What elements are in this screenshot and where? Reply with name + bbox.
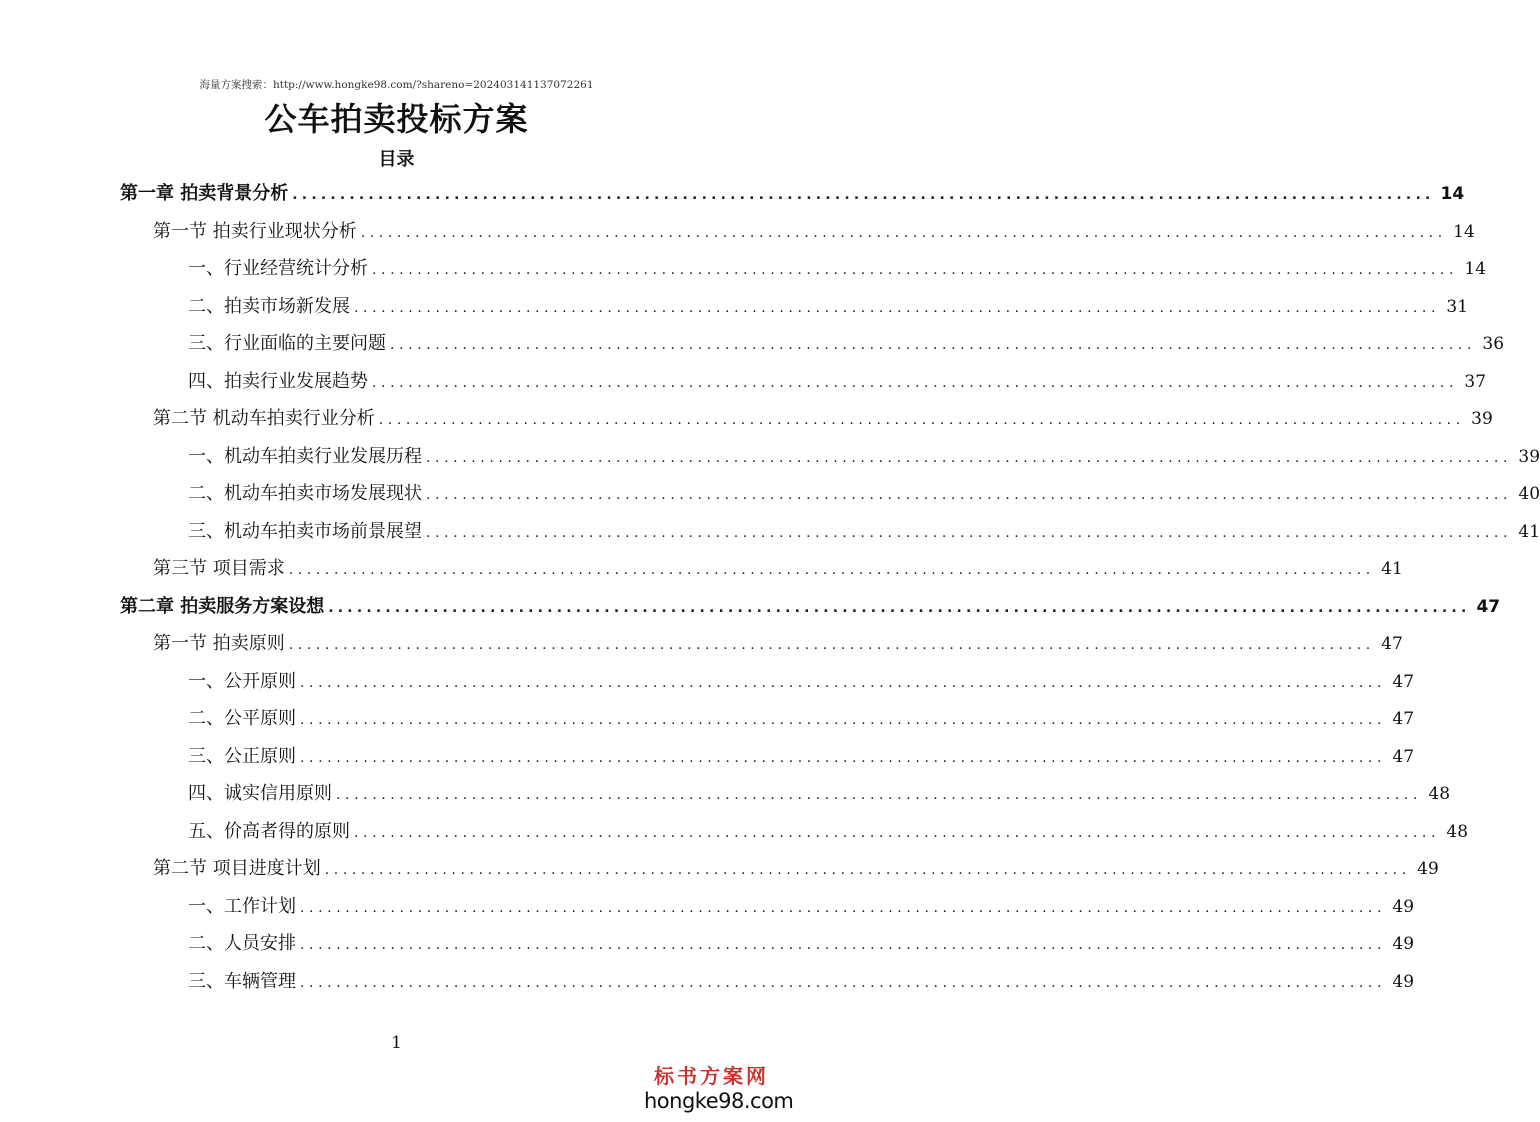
toc-leader-dots: ........................................................................................................................: [328, 599, 1471, 616]
toc-entry-page-number: 31: [1446, 296, 1469, 317]
toc-entry-label: 第二节 机动车拍卖行业分析: [153, 408, 375, 429]
toc-entry-label: 一、工作计划: [188, 895, 296, 917]
toc-entry-label: 三、机动车拍卖市场前景展望: [188, 520, 422, 542]
toc-leader-dots: ........................................................................................................................: [354, 299, 1441, 316]
toc-entry-page-number: 47: [1392, 746, 1415, 767]
toc-entry-label: 第三节 项目需求: [153, 558, 285, 579]
toc-entry-page-number: 49: [1392, 934, 1415, 954]
toc-leader-dots: ........................................................................................................................: [426, 449, 1513, 466]
toc-entry-label: 二、拍卖市场新发展: [188, 295, 350, 317]
toc-entry-label: 第一节 拍卖原则: [153, 633, 285, 654]
toc-entry-page-number: 48: [1446, 821, 1469, 842]
toc-entry-label: 三、车辆管理: [188, 970, 296, 992]
toc-entry-item[interactable]: [188, 700, 1415, 730]
toc-leader-dots: ........................................................................................................................: [426, 487, 1513, 503]
toc-entry-item[interactable]: [188, 438, 1540, 468]
toc-entry-page-number: 47: [1381, 634, 1403, 654]
toc-entry-page-number: 14: [1464, 259, 1487, 279]
toc-entry-item[interactable]: [188, 475, 1540, 505]
toc-leader-dots: ........................................................................................................................: [372, 262, 1459, 278]
toc-entry-item[interactable]: [188, 663, 1415, 693]
toc-entry-item[interactable]: [188, 813, 1469, 843]
toc-entry-item[interactable]: [188, 888, 1415, 918]
toc-entry-item[interactable]: [188, 250, 1487, 280]
toc-entry-section[interactable]: [153, 850, 1439, 880]
toc-entry-page-number: 47: [1476, 596, 1501, 617]
toc-entry-page-number: 39: [1471, 409, 1493, 429]
toc-leader-dots: ........................................................................................................................: [300, 974, 1387, 991]
toc-entry-label: 二、机动车拍卖市场发展现状: [188, 483, 422, 504]
toc-entry-label: 第二章 拍卖服务方案设想: [120, 595, 325, 617]
watermark-domain-text: hongke98.com: [644, 1089, 794, 1113]
toc-leader-dots: ........................................................................................................................: [300, 712, 1387, 728]
toc-entry-item[interactable]: [188, 513, 1540, 543]
toc-leader-dots: ........................................................................................................................: [288, 562, 1375, 578]
toc-entry-item[interactable]: [188, 963, 1415, 993]
toc-entry-section[interactable]: [153, 400, 1493, 430]
toc-leader-dots: ........................................................................................................................: [360, 224, 1447, 241]
toc-entry-item[interactable]: [188, 775, 1451, 805]
toc-entry-item[interactable]: [188, 363, 1487, 393]
toc-entry-label: 第二节 项目进度计划: [153, 858, 321, 879]
toc-entry-section[interactable]: [153, 550, 1403, 580]
toc-entry-page-number: 49: [1417, 859, 1439, 879]
toc-entry-label: 四、拍卖行业发展趋势: [188, 370, 368, 392]
toc-entry-label: 四、诚实信用原则: [188, 783, 332, 804]
toc-entry-item[interactable]: [188, 738, 1415, 768]
toc-entry-page-number: 14: [1453, 221, 1475, 242]
toc-entry-page-number: 49: [1392, 971, 1415, 992]
toc-leader-dots: ........................................................................................................................: [378, 412, 1465, 428]
toc-entry-page-number: 41: [1381, 559, 1403, 579]
toc-leader-dots: ........................................................................................................................: [300, 749, 1387, 766]
toc-entry-section[interactable]: [153, 625, 1403, 655]
toc-entry-page-number: 14: [1440, 184, 1465, 204]
toc-leader-dots: ........................................................................................................................: [300, 899, 1387, 916]
toc-entry-chapter[interactable]: [120, 588, 1501, 618]
header-search-url: 海量方案搜索：http://www.hongke98.com/?shareno=202403141137072261: [199, 79, 594, 91]
toc-entry-label: 二、人员安排: [188, 933, 296, 954]
toc-heading: 目录: [378, 149, 415, 170]
toc-leader-dots: ........................................................................................................................: [336, 787, 1423, 803]
toc-entry-item[interactable]: [188, 325, 1505, 355]
site-watermark-logo: [644, 1064, 794, 1114]
toc-entry-section[interactable]: [153, 213, 1475, 243]
toc-entry-label: 一、公开原则: [188, 670, 296, 692]
toc-entry-page-number: 47: [1392, 671, 1415, 692]
toc-entry-page-number: 48: [1428, 784, 1451, 804]
toc-entry-label: 五、价高者得的原则: [188, 820, 350, 842]
toc-entry-page-number: 49: [1392, 896, 1415, 917]
toc-entry-page-number: 37: [1464, 371, 1487, 392]
toc-entry-label: 第一章 拍卖背景分析: [120, 183, 289, 204]
toc-entry-label: 三、公正原则: [188, 745, 296, 767]
toc-leader-dots: ........................................................................................................................: [426, 524, 1513, 541]
toc-entry-label: 二、公平原则: [188, 708, 296, 729]
toc-leader-dots: ........................................................................................................................: [288, 637, 1375, 653]
document-title: 公车拍卖投标方案: [264, 100, 529, 138]
toc-entry-page-number: 47: [1392, 709, 1415, 729]
toc-leader-dots: ........................................................................................................................: [372, 374, 1459, 391]
toc-leader-dots: ........................................................................................................................: [354, 824, 1441, 841]
page-number: 1: [391, 1033, 402, 1053]
toc-leader-dots: ........................................................................................................................: [300, 674, 1387, 691]
toc-leader-dots: ........................................................................................................................: [292, 187, 1435, 203]
toc-entry-page-number: 39: [1518, 446, 1540, 467]
toc-entry-label: 一、机动车拍卖行业发展历程: [188, 445, 422, 467]
toc-entry-label: 一、行业经营统计分析: [188, 258, 368, 279]
toc-entry-label: 第一节 拍卖行业现状分析: [153, 220, 357, 242]
toc-entry-chapter[interactable]: [120, 175, 1465, 205]
toc-leader-dots: ........................................................................................................................: [300, 937, 1387, 953]
toc-entry-item[interactable]: [188, 288, 1469, 318]
toc-leader-dots: ........................................................................................................................: [390, 337, 1477, 353]
toc-entry-page-number: 41: [1518, 521, 1540, 542]
toc-entry-page-number: 36: [1482, 334, 1505, 354]
toc-entry-label: 三、行业面临的主要问题: [188, 333, 386, 354]
toc-leader-dots: ........................................................................................................................: [324, 862, 1411, 878]
toc-entry-item[interactable]: [188, 925, 1415, 955]
watermark-chinese-text: 标书方案网: [654, 1064, 769, 1088]
toc-entry-page-number: 40: [1518, 484, 1540, 504]
